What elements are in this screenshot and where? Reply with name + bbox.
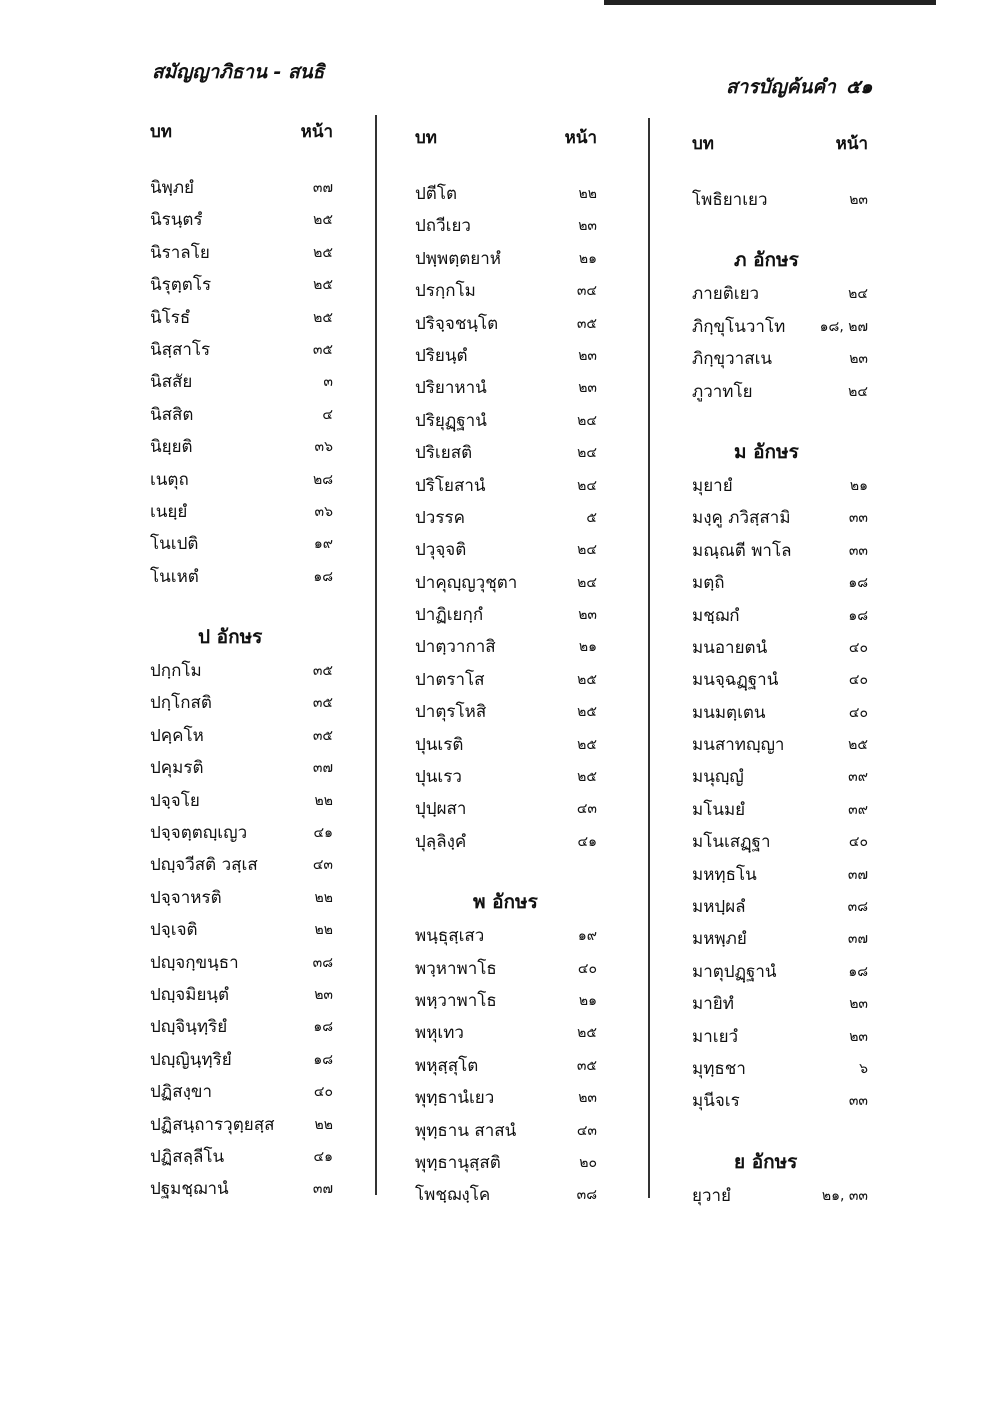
- header-page-label: หน้า: [835, 134, 868, 154]
- index-entry: [692, 666, 870, 698]
- entry-term: ปกฺโกสติ: [150, 693, 212, 714]
- index-entry: [692, 893, 870, 925]
- entry-page-number: ๒๔: [848, 286, 868, 303]
- entry-page-number: ๓๖: [314, 503, 333, 520]
- header-page-label: หน้า: [300, 122, 333, 142]
- running-header-right: สารบัญค้นคำ: [726, 76, 836, 98]
- index-entry: [692, 828, 870, 860]
- entry-term: ปคุมรติ: [150, 758, 204, 779]
- entry-term: นิราลโย: [150, 242, 210, 263]
- entry-page-number: ๓๙: [848, 769, 868, 786]
- index-entry: [150, 689, 340, 721]
- index-entry: [415, 374, 605, 406]
- index-entry: [692, 861, 870, 893]
- entry-page-number: ๓๗: [847, 866, 868, 883]
- entry-term: นิยฺยติ: [150, 437, 193, 458]
- section-heading-text: พ อักษร: [473, 891, 538, 914]
- entry-term: ปุลฺลิงฺคํ: [415, 831, 467, 852]
- entry-term: ปญฺจินฺทฺริยํ: [150, 1017, 228, 1038]
- entry-page-number: ๑๘: [848, 963, 868, 980]
- entry-page-number: ๔๐: [848, 834, 868, 851]
- entry-term: นิสฺสาโร: [150, 339, 211, 360]
- entry-page-number: ๑๘: [313, 1019, 333, 1036]
- index-entry: [415, 1117, 605, 1149]
- entry-term: ปาตราโส: [415, 669, 485, 690]
- entry-page-number: ๕: [586, 509, 597, 526]
- entry-page-number: ๓๓: [848, 542, 868, 559]
- entry-page-number: ๓๕: [576, 1057, 597, 1074]
- entry-page-number: ๖: [859, 1060, 868, 1077]
- entry-page-number: ๒๑: [578, 992, 597, 1009]
- header-term-label: บท: [150, 122, 172, 142]
- index-entry: [692, 378, 870, 410]
- index-entry: [692, 280, 870, 312]
- entry-term: ปตีโต: [415, 184, 458, 204]
- running-header-left: สมัญญาภิธาน - สนธิ: [152, 61, 325, 83]
- entry-page-number: ๒๔: [577, 574, 597, 591]
- entry-page-number: ๓๓: [848, 510, 868, 527]
- entry-page-number: ๒๔: [848, 383, 868, 400]
- entry-page-number: ๓๗: [847, 931, 868, 948]
- column-header: [692, 130, 870, 186]
- entry-page-number: ๒๕: [313, 277, 333, 294]
- top-border-rule: [604, 0, 936, 5]
- index-entry: [150, 981, 340, 1013]
- entry-page-number: ๒๑: [578, 250, 597, 267]
- entry-page-number: ๔๐: [577, 960, 597, 977]
- section-heading: [150, 595, 340, 657]
- entry-page-number: ๒๓: [578, 218, 597, 235]
- entry-term: มงฺคู ภวิสฺสามิ: [692, 508, 791, 529]
- entry-page-number: ๔๐: [848, 639, 868, 656]
- entry-page-number: ๒๕: [577, 769, 597, 786]
- entry-page-number: ๔๓: [312, 857, 333, 874]
- index-entry: [692, 763, 870, 795]
- entry-term: ปจฺเจติ: [150, 920, 198, 941]
- entry-term: ปาคุญฺญวุชุตา: [415, 572, 518, 593]
- index-entry: [692, 1023, 870, 1055]
- index-entry: [150, 1078, 340, 1110]
- entry-term: มชฺฌกํ: [692, 605, 740, 626]
- index-entry: [150, 1143, 340, 1175]
- entry-page-number: ๑๘: [313, 1051, 333, 1068]
- index-entry: [150, 433, 340, 465]
- entry-term: พวฺหาพาโธ: [415, 958, 497, 979]
- entry-page-number: ๓๓: [848, 1093, 868, 1110]
- entry-term: พุทฺธาน สาสนํ: [415, 1120, 517, 1141]
- header-page-label: หน้า: [564, 128, 597, 148]
- section-heading: [692, 410, 870, 472]
- index-entry: [150, 1175, 340, 1207]
- section-heading-text: ย อักษร: [734, 1150, 798, 1173]
- index-entry: [415, 666, 605, 698]
- index-entry: [692, 186, 870, 218]
- entry-term: ปพฺพตฺตยาหํ: [415, 248, 501, 269]
- entry-term: ปุปฺผสา: [415, 799, 467, 820]
- column-header: [150, 118, 340, 174]
- index-entry: [150, 498, 340, 530]
- entry-page-number: ๒๕: [313, 309, 333, 326]
- index-entry: [415, 342, 605, 374]
- entry-term: ปฏิสลฺลีโน: [150, 1146, 225, 1167]
- entry-term: มุทฺธชา: [692, 1058, 746, 1079]
- entry-page-number: ๓๕: [312, 663, 333, 680]
- entry-term: ปญฺจวีสติ วสฺเส: [150, 855, 258, 876]
- entry-page-number: ๓๕: [312, 727, 333, 744]
- index-entry: [150, 819, 340, 851]
- entry-page-number: ๔๓: [576, 801, 597, 818]
- index-entry: [415, 536, 605, 568]
- entry-term: ปถวีเยว: [415, 216, 471, 237]
- entry-page-number: ๒๕: [313, 212, 333, 229]
- index-entry: [692, 634, 870, 666]
- entry-term: พหุเทว: [415, 1023, 464, 1044]
- index-entry: [692, 925, 870, 957]
- entry-term: นิพฺภยํ: [150, 178, 194, 198]
- index-entry: [692, 731, 870, 763]
- index-entry: [692, 345, 870, 377]
- entry-term: มณฺณตี พาโล: [692, 540, 792, 561]
- entry-term: ปจฺจาหรติ: [150, 887, 222, 908]
- entry-term: มาตุปฏฺฐานํ: [692, 961, 777, 982]
- entry-page-number: ๓๘: [576, 1187, 597, 1204]
- entry-term: ปริเยสติ: [415, 443, 473, 464]
- entry-page-number: ๑๘: [848, 575, 868, 592]
- index-entry: [415, 922, 605, 954]
- entry-page-number: ๒๔: [577, 542, 597, 559]
- entry-term: ปฏิสนฺถารวุตฺยสฺส: [150, 1114, 275, 1135]
- entry-page-number: ๒๒: [314, 1116, 333, 1133]
- index-entry: [415, 828, 605, 860]
- entry-term: พหฺวาพาโธ: [415, 990, 497, 1011]
- entry-term: โพชฺฌงฺโค: [415, 1185, 491, 1206]
- entry-page-number: ๓๗: [312, 1181, 333, 1198]
- page-number: ๕๑: [846, 76, 873, 98]
- entry-page-number: ๒๐: [579, 1154, 597, 1171]
- entry-term: ปวรรค: [415, 507, 465, 528]
- entry-term: ปาฏิเยกฺกํ: [415, 605, 484, 626]
- entry-page-number: ๒๑: [849, 477, 868, 494]
- entry-term: มโนเสฏฺฐา: [692, 832, 771, 853]
- entry-page-number: ๒๓: [578, 347, 597, 364]
- entry-term: ปฏิสงฺขา: [150, 1082, 213, 1103]
- index-entry: [415, 439, 605, 471]
- entry-page-number: ๒๓: [849, 192, 868, 208]
- entry-term: ปุนเรติ: [415, 734, 464, 755]
- entry-term: ภายติเยว: [692, 284, 760, 305]
- entry-term: มายิทํ: [692, 994, 734, 1015]
- entry-term: มนสาทญฺญา: [692, 735, 785, 756]
- section-heading: [415, 860, 605, 922]
- index-entry: [150, 368, 340, 400]
- column-header: [415, 124, 605, 180]
- index-entry: [415, 795, 605, 827]
- entry-page-number: ๒๓: [849, 351, 868, 368]
- entry-term: พนฺธุสฺเสว: [415, 926, 485, 947]
- index-entry: [150, 271, 340, 303]
- index-entry: [150, 206, 340, 238]
- entry-term: มหทฺธโน: [692, 864, 757, 885]
- index-entry: [415, 601, 605, 633]
- index-entry: [415, 763, 605, 795]
- index-entry: [150, 851, 340, 883]
- index-entry: [415, 1019, 605, 1051]
- entry-term: มหปฺผลํ: [692, 897, 746, 918]
- entry-page-number: ๓๕: [576, 315, 597, 332]
- entry-term: ปริจฺจชนฺโต: [415, 313, 499, 334]
- section-heading-text: ภ อักษร: [734, 249, 799, 272]
- entry-term: ปจฺจโย: [150, 790, 200, 811]
- index-entry: [150, 657, 340, 689]
- section-heading: [692, 218, 870, 280]
- entry-page-number: ๓: [323, 374, 333, 391]
- entry-page-number: ๒๔: [577, 445, 597, 462]
- index-entry: [692, 569, 870, 601]
- entry-term: มนุญฺญํ: [692, 767, 744, 788]
- index-entry: [692, 1087, 870, 1119]
- entry-page-number: ๒๕: [577, 736, 597, 753]
- entry-term: ปจฺจตฺตญฺเญว: [150, 823, 248, 844]
- index-entry: [415, 407, 605, 439]
- entry-term: โพธิยาเยว: [692, 190, 768, 210]
- index-entry: [415, 504, 605, 536]
- column-divider: [375, 115, 377, 1195]
- entry-page-number: ๒๒: [314, 792, 333, 809]
- index-entry: [692, 796, 870, 828]
- section-heading-text: ม อักษร: [734, 440, 799, 463]
- index-entry: [150, 563, 340, 595]
- entry-term: มโนมยํ: [692, 799, 746, 820]
- entry-page-number: ๓๙: [848, 801, 868, 818]
- entry-term: ปุนเรว: [415, 767, 462, 788]
- entry-term: มหพฺภยํ: [692, 929, 747, 950]
- entry-page-number: ๓๔: [576, 283, 597, 300]
- index-entry: [415, 310, 605, 342]
- entry-term: นิรนฺตรํ: [150, 210, 203, 231]
- entry-term: ปริยุฏฺฐานํ: [415, 410, 487, 431]
- entry-term: นิโรธํ: [150, 307, 191, 328]
- entry-term: ภูวาทโย: [692, 381, 753, 402]
- entry-term: มนมตฺเตน: [692, 702, 766, 723]
- index-entry: [150, 1046, 340, 1078]
- entry-page-number: ๒๕: [313, 244, 333, 261]
- header-term-label: บท: [415, 128, 437, 148]
- entry-term: โนเปติ: [150, 534, 199, 555]
- index-entry: [415, 731, 605, 763]
- index-entry: [692, 602, 870, 634]
- entry-term: มนอายตนํ: [692, 637, 768, 658]
- entry-term: นิสสิต: [150, 404, 194, 425]
- index-column-3: [692, 130, 870, 1214]
- entry-page-number: ๒๒: [314, 889, 333, 906]
- entry-page-number: ๔๑: [313, 825, 333, 842]
- entry-page-number: ๔๐: [313, 1084, 333, 1101]
- entry-term: ปฐมชฺฌานํ: [150, 1179, 229, 1200]
- index-entry: [150, 466, 340, 498]
- index-entry: [150, 916, 340, 948]
- entry-page-number: ๒๓: [314, 986, 333, 1003]
- entry-page-number: ๒๓: [849, 996, 868, 1013]
- entry-term: ภิกฺขุวาสเน: [692, 349, 773, 370]
- index-entry: [150, 174, 340, 206]
- entry-page-number: ๑๘, ๒๗: [819, 318, 868, 335]
- index-entry: [692, 537, 870, 569]
- index-entry: [150, 530, 340, 562]
- entry-page-number: ๒๓: [578, 380, 597, 397]
- index-entry: [150, 1111, 340, 1143]
- entry-term: ปริโยสานํ: [415, 475, 486, 496]
- index-entry: [415, 1149, 605, 1181]
- index-entry: [692, 1182, 870, 1214]
- index-entry: [692, 472, 870, 504]
- entry-page-number: ๒๘: [312, 471, 333, 488]
- index-entry: [692, 504, 870, 536]
- column-divider: [648, 118, 650, 1198]
- index-entry: [415, 180, 605, 212]
- index-entry: [150, 754, 340, 786]
- entry-term: มุนีจเร: [692, 1091, 740, 1112]
- index-entry: [415, 633, 605, 665]
- index-entry: [692, 1055, 870, 1087]
- entry-page-number: ๓๘: [847, 899, 868, 916]
- index-entry: [415, 1052, 605, 1084]
- entry-page-number: ๒๕: [577, 671, 597, 688]
- entry-page-number: ๔๑: [577, 833, 597, 850]
- entry-page-number: ๔๐: [848, 704, 868, 721]
- index-entry: [150, 304, 340, 336]
- index-entry: [150, 787, 340, 819]
- entry-page-number: ๒๕: [848, 737, 868, 754]
- index-entry: [692, 699, 870, 731]
- entry-term: ยุวายํ: [692, 1185, 732, 1206]
- entry-term: ปาตุรโหสิ: [415, 702, 487, 723]
- header-term-label: บท: [692, 134, 714, 154]
- entry-page-number: ๓๗: [312, 180, 333, 196]
- section-heading: [692, 1120, 870, 1182]
- index-entry: [150, 239, 340, 271]
- index-entry: [415, 472, 605, 504]
- entry-page-number: ๒๕: [577, 1025, 597, 1042]
- entry-term: เนตุถ: [150, 469, 189, 490]
- index-entry: [415, 1084, 605, 1116]
- index-entry: [415, 245, 605, 277]
- entry-term: ภิกฺขุโนวาโท: [692, 316, 786, 337]
- entry-term: ปคฺคโห: [150, 725, 204, 746]
- section-heading-text: ป อักษร: [198, 626, 263, 649]
- index-entry: [415, 569, 605, 601]
- index-entry: [692, 958, 870, 990]
- entry-term: ปวุจฺจติ: [415, 540, 467, 561]
- entry-term: มาเยวํ: [692, 1026, 739, 1047]
- entry-page-number: ๒๔: [577, 412, 597, 429]
- index-entry: [415, 1181, 605, 1213]
- entry-page-number: ๓๗: [312, 760, 333, 777]
- entry-page-number: ๓๘: [312, 954, 333, 971]
- index-entry: [150, 949, 340, 981]
- entry-term: ปาตฺวากาสิ: [415, 637, 496, 658]
- entry-page-number: ๑๙: [577, 928, 597, 945]
- entry-term: นิสสัย: [150, 372, 193, 393]
- index-entry: [692, 990, 870, 1022]
- entry-page-number: ๔: [322, 406, 333, 423]
- entry-page-number: ๒๔: [577, 477, 597, 494]
- entry-page-number: ๓๕: [312, 695, 333, 712]
- index-entry: [415, 277, 605, 309]
- index-entry: [415, 987, 605, 1019]
- index-entry: [415, 698, 605, 730]
- entry-term: นิรุตฺตโร: [150, 275, 212, 296]
- entry-page-number: ๒๓: [578, 607, 597, 624]
- entry-term: ปญฺจกฺขนฺธา: [150, 952, 239, 973]
- entry-term: ปญฺญินฺทฺริยํ: [150, 1049, 232, 1070]
- entry-term: มตฺถิ: [692, 573, 725, 594]
- entry-page-number: ๑๙: [313, 536, 333, 553]
- entry-page-number: ๓๖: [314, 439, 333, 456]
- entry-term: เนยฺยํ: [150, 501, 188, 522]
- entry-term: พุทฺธานํเยว: [415, 1088, 495, 1109]
- entry-page-number: ๒๓: [578, 1090, 597, 1107]
- entry-page-number: ๔๑: [313, 1148, 333, 1165]
- index-column-2: [415, 124, 605, 1214]
- entry-page-number: ๒๑: [578, 639, 597, 656]
- entry-page-number: ๒๓: [849, 1028, 868, 1045]
- entry-page-number: ๑๘: [848, 607, 868, 624]
- entry-page-number: ๔๓: [576, 1122, 597, 1139]
- entry-term: ปญฺจมิยนฺตํ: [150, 984, 230, 1005]
- index-entry: [150, 884, 340, 916]
- entry-term: ปริยาหานํ: [415, 378, 487, 399]
- entry-term: พุทฺธานุสฺสติ: [415, 1152, 501, 1173]
- entry-term: ปกฺกโม: [150, 661, 202, 682]
- entry-page-number: ๓๕: [312, 341, 333, 358]
- entry-page-number: ๒๑, ๓๓: [821, 1187, 868, 1204]
- index-entry: [415, 955, 605, 987]
- entry-page-number: ๒๒: [578, 186, 597, 202]
- entry-page-number: ๒๕: [577, 704, 597, 721]
- index-entry: [692, 313, 870, 345]
- entry-term: ปริยนฺตํ: [415, 345, 468, 366]
- index-entry: [150, 1013, 340, 1045]
- entry-page-number: ๒๒: [314, 922, 333, 939]
- entry-term: โนเหตํ: [150, 566, 199, 587]
- index-entry: [415, 212, 605, 244]
- entry-term: มนจฺฉฏฺฐานํ: [692, 670, 779, 691]
- entry-page-number: ๔๐: [848, 672, 868, 689]
- index-entry: [150, 401, 340, 433]
- entry-page-number: ๑๘: [313, 568, 333, 585]
- index-entry: [150, 722, 340, 754]
- entry-term: พหุสฺสุโต: [415, 1055, 479, 1076]
- index-column-1: [150, 118, 340, 1208]
- entry-term: ปรกฺกโม: [415, 281, 476, 302]
- entry-term: มุยายํ: [692, 475, 733, 496]
- index-entry: [150, 336, 340, 368]
